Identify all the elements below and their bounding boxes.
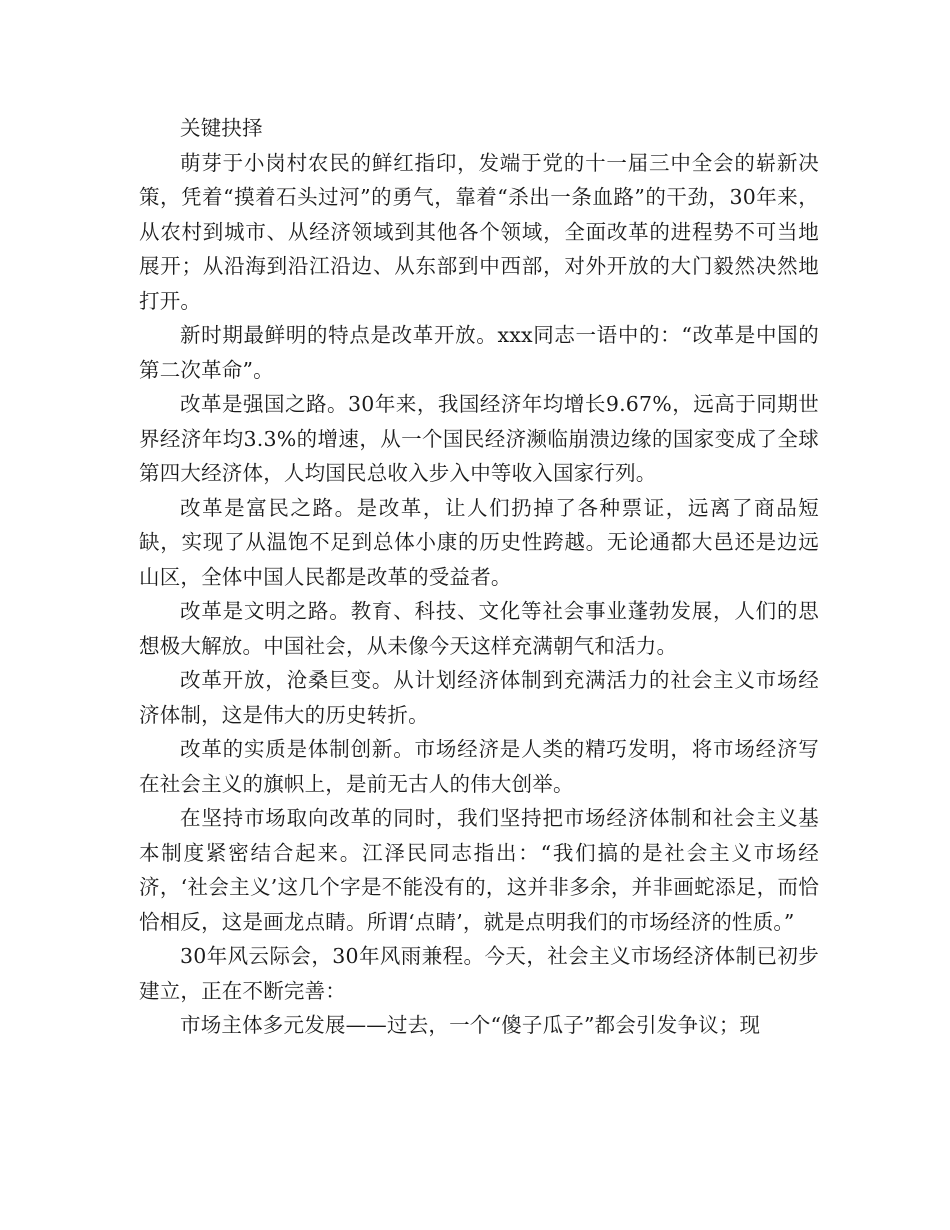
- paragraph: 新时期最鲜明的特点是改革开放。xxx同志一语中的：“改革是中国的第二次革命”。: [139, 323, 819, 382]
- document-body: [139, 111, 819, 1043]
- paragraph: 在坚持市场取向改革的同时，我们坚持把市场经济体制和社会主义基本制度紧密结合起来。江泽民同志指出：“我们搞的是社会主义市场经济，‘社会主义’这几个字是不能没有的，这并非多余，并非画蛇添足，而恰恰相反，这是画龙点睛。所谓‘点睛’，就是点明我们的市场经济的性质。”: [139, 806, 819, 934]
- paragraph: 30年风云际会，30年风雨兼程。今天，社会主义市场经济体制已初步建立，正在不断完善：: [139, 944, 819, 1003]
- paragraph: 市场主体多元发展——过去，一个“傻子瓜子”都会引发争议；现: [180, 1013, 761, 1037]
- paragraph: 萌芽于小岗村农民的鲜红指印，发端于党的十一届三中全会的崭新决策，凭着“摸着石头过河”的勇气，靠着“杀出一条血路”的干劲，30年来，从农村到城市、从经济领域到其他各个领域，全面改革的进程势不可当地展开；从沿海到沿江沿边、从东部到中西部，对外开放的大门毅然决然地打开。: [139, 150, 819, 313]
- section-heading: 关键抉择: [180, 116, 263, 140]
- paragraph: 改革是文明之路。教育、科技、文化等社会事业蓬勃发展，人们的思想极大解放。中国社会，从未像今天这样充满朝气和活力。: [139, 599, 819, 658]
- paragraph: 改革是强国之路。30年来，我国经济年均增长9.67%，远高于同期世界经济年均3.3%的增速，从一个国民经济濒临崩溃边缘的国家变成了全球第四大经济体，人均国民总收入步入中等收入国家行列。: [139, 392, 819, 485]
- paragraph: 改革是富民之路。是改革，让人们扔掉了各种票证，远离了商品短缺，实现了从温饱不足到总体小康的历史性跨越。无论通都大邑还是边远山区，全体中国人民都是改革的受益者。: [139, 495, 819, 589]
- paragraph: 改革的实质是体制创新。市场经济是人类的精巧发明，将市场经济写在社会主义的旗帜上，是前无古人的伟大创举。: [139, 737, 819, 796]
- paragraph: 改革开放，沧桑巨变。从计划经济体制到充满活力的社会主义市场经济体制，这是伟大的历史转折。: [139, 668, 819, 727]
